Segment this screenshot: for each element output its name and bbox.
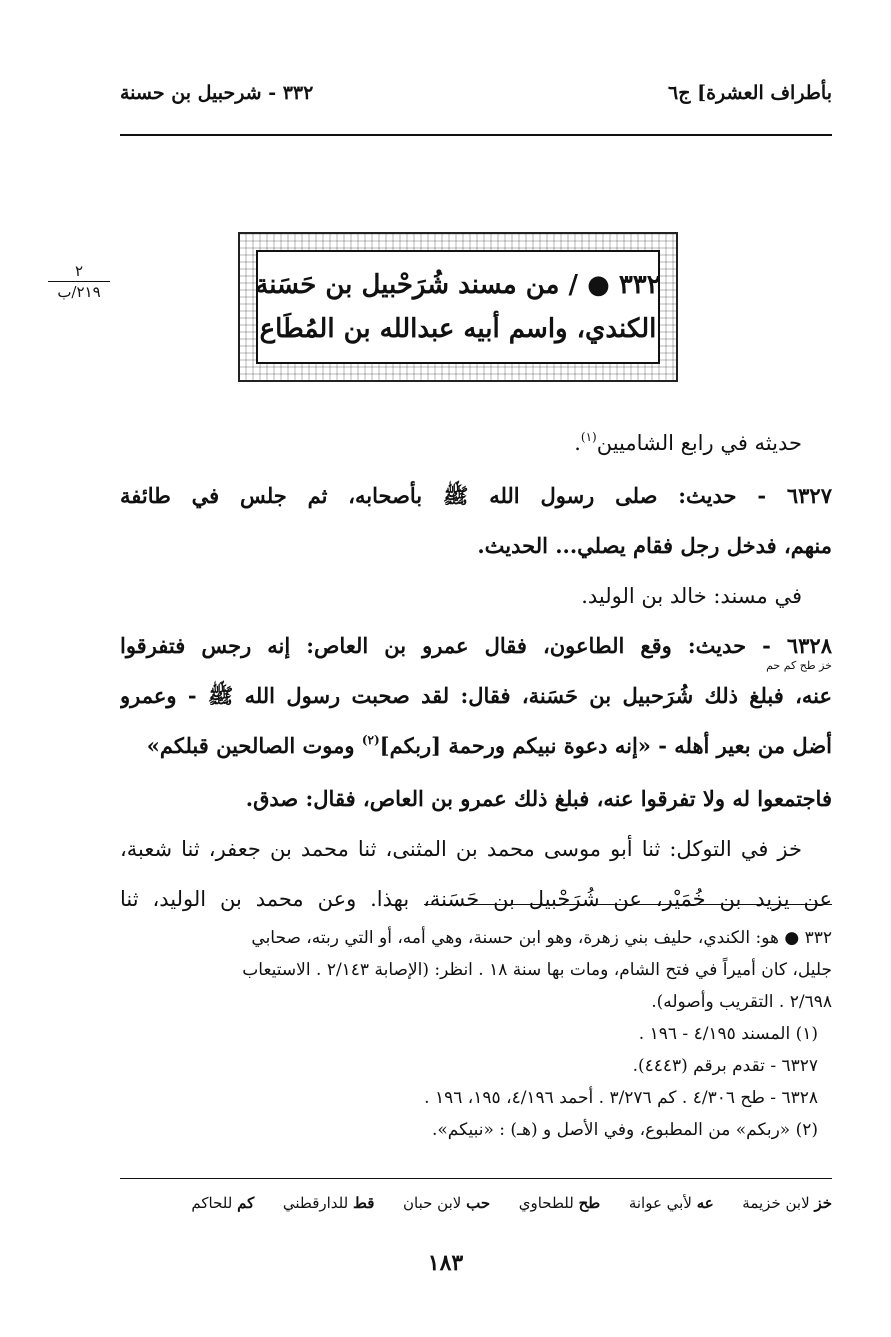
key-name: لأبي عوانة xyxy=(628,1194,692,1212)
key-item xyxy=(742,1194,832,1212)
key-abbr: طح xyxy=(578,1194,601,1212)
footnotes xyxy=(120,922,832,1146)
footnote-ref-2: (٢) xyxy=(361,733,380,747)
running-header xyxy=(120,82,832,118)
key-name: للدارقطني xyxy=(282,1194,349,1212)
intro-text: حديثه في رابع الشاميين xyxy=(596,431,802,455)
key-abbr: قط xyxy=(352,1194,375,1212)
key-abbr: حب xyxy=(466,1194,491,1212)
header-rule xyxy=(120,134,832,136)
footnote-6327: ٦٣٢٧ - تقدم برقم (٤٤٤٣). xyxy=(632,1056,818,1076)
hadith-6328-line-3a: أضل من بعير أهله - «إنه دعوة نبيكم ورحمة [ربكم] xyxy=(379,733,832,758)
key-abbr: كم xyxy=(237,1194,255,1212)
header-section-title: ٣٣٢ - شرحبيل بن حسنة xyxy=(120,82,314,104)
footnote-ref-1: (١) xyxy=(580,430,597,444)
title-box xyxy=(256,250,660,364)
footnote-bio-line-1: ٣٣٢ ● هو: الكندي، حليف بني زهرة، وهو ابن حسنة، وهي أمه، أو التي ربته، صحابي xyxy=(251,928,832,948)
folio-number: ٢ xyxy=(48,262,110,282)
key-item xyxy=(629,1194,714,1212)
key-item xyxy=(191,1194,254,1212)
footnote-1: (١) المسند ٤/١٩٥ - ١٩٦ . xyxy=(638,1024,818,1044)
hadith-6328-line-6: عن يزيد بن خُمَيْر، عن شُرَحْبيل بن حَسَنة، بهذا. وعن محمد بن الوليد، ثنا xyxy=(120,887,832,911)
ornamental-title-frame xyxy=(238,232,678,382)
hadith-6328-line-5: خز في التوكل: ثنا أبو موسى محمد بن المثنى، ثنا محمد بن جعفر، ثنا شعبة، xyxy=(120,837,802,861)
page-number: ١٨٣ xyxy=(427,1250,464,1276)
hadith-6328-line-1: ٦٣٢٨ - حديث: وقع الطاعون، فقال عمرو بن العاص: إنه رجس فتفرقوا xyxy=(120,633,832,658)
key-item xyxy=(519,1194,600,1212)
key-name: لابن خزيمة xyxy=(742,1194,810,1212)
key-name: لابن حبان xyxy=(403,1194,462,1212)
footnote-bio-line-2: جليل، كان أميراً في فتح الشام، ومات بها سنة ١٨ . انظر: (الإصابة ٢/١٤٣ . الاستيعاب xyxy=(242,960,832,980)
hadith-6327-line-2: منهم، فدخل رجل فقام يصلي... الحديث. xyxy=(477,533,832,558)
hadith-6328-line-3b: وموت الصالحين قبلكم» xyxy=(146,733,362,758)
hadith-6328-line-3 xyxy=(120,721,832,774)
key-item xyxy=(283,1194,375,1212)
header-book-title: بأطراف العشرة] ج٦ xyxy=(668,82,832,104)
key-name: للحاكم xyxy=(191,1194,233,1212)
main-text xyxy=(120,418,832,924)
margin-folio xyxy=(48,262,110,301)
hadith-6327-line-3: في مسند: خالد بن الوليد. xyxy=(581,584,802,608)
abbreviation-key xyxy=(120,1194,832,1212)
hadith-6328-line-4: فاجتمعوا له ولا تفرقوا عنه، فبلغ ذلك عمرو بن العاص، فقال: صدق. xyxy=(245,786,832,811)
key-abbr: عه xyxy=(696,1194,714,1212)
intro-line: حديثه في رابع الشاميين$^{(١)}$. xyxy=(574,430,802,455)
footnote-bio-line-3: ٢/٦٩٨ . التقريب وأصوله). xyxy=(651,992,832,1012)
footnote-2: (٢) «ربكم» من المطبوع، وفي الأصل و (هـ) : «نبيكم». xyxy=(431,1120,818,1140)
key-abbr: خز xyxy=(814,1194,832,1212)
footnote-6328: ٦٣٢٨ - طح ٤/٣٠٦ . كم ٣/٢٧٦ . أحمد ٤/١٩٦، ١٩٥، ١٩٦ . xyxy=(424,1088,818,1108)
key-rule xyxy=(120,1178,832,1179)
hadith-6328-marginal-gloss: خز طح كم حم xyxy=(766,659,832,672)
folio-leaf: ٢١٩/ب xyxy=(57,283,101,301)
key-item xyxy=(403,1194,490,1212)
section-title-line-2: الكندي، واسم أبيه عبدالله بن المُطَاع xyxy=(259,314,657,344)
key-name: للطحاوي xyxy=(518,1194,574,1212)
hadith-6328-line-2: عنه، فبلغ ذلك شُرَحبيل بن حَسَنة، فقال: لقد صحبت رسول الله ﷺ - وعمرو xyxy=(120,683,832,708)
section-title-line-1: ٣٣٢ ● / من مسند شُرَحْبيل بن حَسَنة xyxy=(255,270,661,300)
footnote-rule xyxy=(424,904,832,905)
hadith-6327-line-1: ٦٣٢٧ - حديث: صلى رسول الله ﷺ بأصحابه، ثم جلس في طائفة xyxy=(120,483,832,508)
